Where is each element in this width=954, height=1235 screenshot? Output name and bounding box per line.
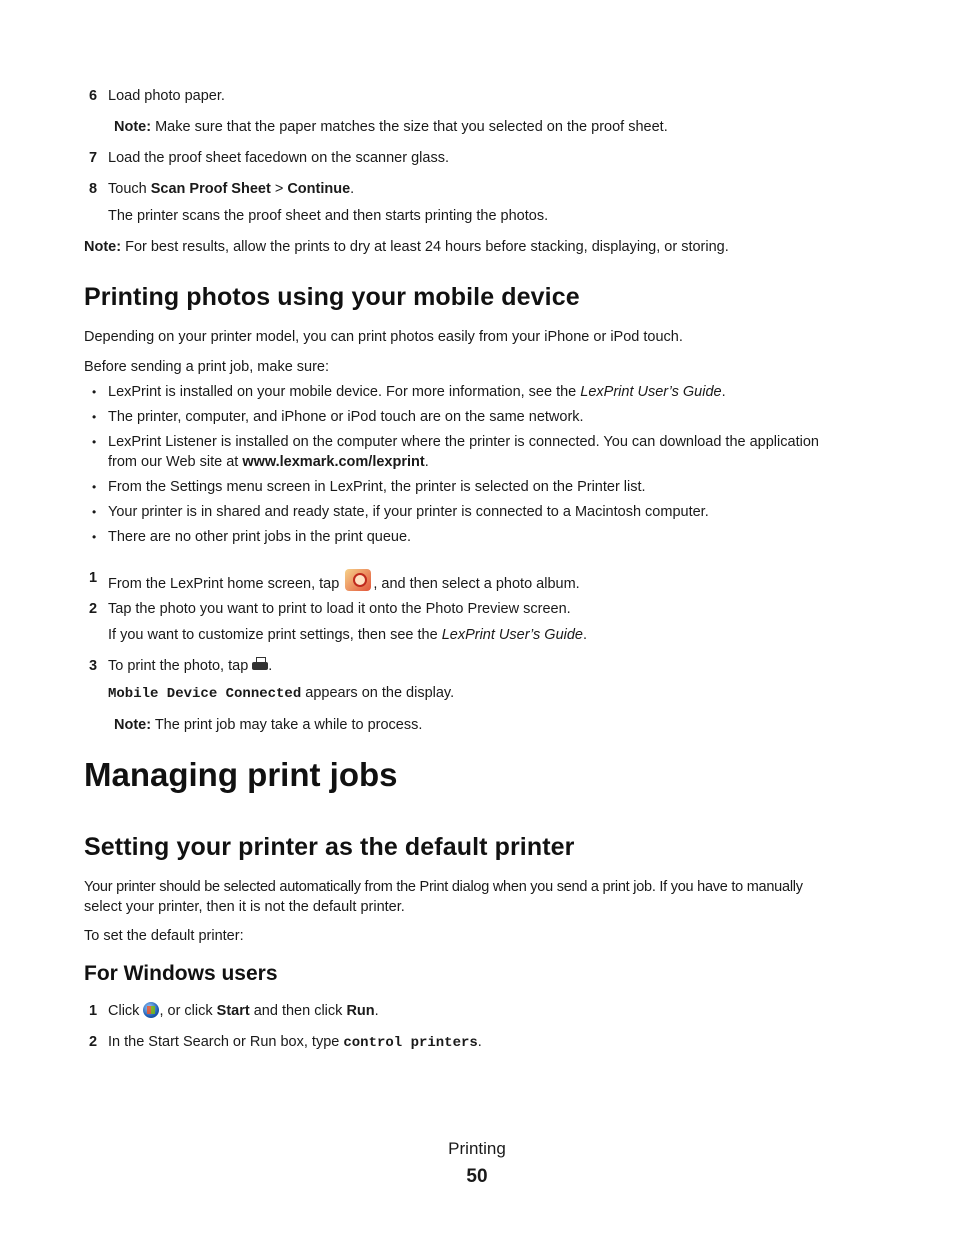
step-text-pre: In the Start Search or Run box, type [108,1034,344,1050]
step-number: 6 [89,88,98,104]
website-link[interactable]: www.lexmark.com/lexprint [242,454,425,470]
step-text-mid: and then click [249,1003,347,1019]
step-text [108,657,272,675]
step-subtext [108,684,454,703]
list-item: The printer, computer, and iPhone or iPod touch are on the same network. [108,409,584,425]
step-text: Tap the photo you want to print to load it onto the Photo Preview screen. [108,601,571,617]
separator: > [270,181,288,197]
step-text-pre: Touch [108,181,151,197]
list-item-text: from our Web site at [108,454,243,470]
list-item: From the Settings menu screen in LexPrint, the printer is selected on the Printer list. [108,479,646,495]
period: . [268,658,273,674]
step-number: 2 [89,601,98,617]
step-number: 7 [89,150,98,166]
step-text: Load the proof sheet facedown on the scanner glass. [108,150,449,166]
note [114,118,668,136]
step-subtext-pre: If you want to customize print settings, then see the [108,627,442,643]
paragraph: Your printer should be selected automatically from the Print dialog when you send a print job. If you have to manually [84,879,803,895]
period: . [583,627,588,643]
step-text-mid: , or click [159,1003,217,1019]
general-note [84,238,729,256]
section-heading-default-printer: Setting your printer as the default printer [84,833,575,861]
step-text-pre: From the LexPrint home screen, tap [108,576,344,592]
step-text-post: , and then select a photo album. [373,576,580,592]
guide-title: LexPrint User’s Guide [580,384,722,400]
period: . [424,454,429,470]
start-label: Start [216,1003,250,1019]
note-text: Make sure that the paper matches the size that you selected on the proof sheet. [151,119,668,135]
bullet: • [92,385,97,399]
bullet: • [92,435,97,449]
step-text-pre: Click [108,1003,144,1019]
paragraph: Depending on your printer model, you can print photos easily from your iPhone or iPod touch. [84,329,683,345]
step-number: 1 [89,570,98,586]
list-item: There are no other print jobs in the print queue. [108,529,412,545]
note-text: The print job may take a while to process. [151,717,423,733]
step-text [108,1002,379,1020]
step-text [108,180,354,198]
subsection-heading-windows: For Windows users [84,962,278,985]
step-text [108,1033,482,1052]
page-number: 50 [466,1166,488,1187]
footer-section: Printing [448,1139,506,1158]
step-subtext [108,626,587,644]
period: . [477,1034,482,1050]
paragraph: Before sending a print job, make sure: [84,359,330,375]
continue-label: Continue [287,181,351,197]
paragraph: select your printer, then it is not the default printer. [84,899,405,915]
step-number: 3 [89,658,98,674]
note-text: For best results, allow the prints to dry at least 24 hours before stacking, displaying, or storing. [121,239,729,255]
command-text: control printers [343,1035,478,1051]
chapter-heading: Managing print jobs [84,756,398,793]
list-item-text: LexPrint is installed on your mobile device. For more information, see the [108,384,581,400]
scan-proof-sheet-label: Scan Proof Sheet [150,181,271,197]
step-number: 1 [89,1003,98,1019]
list-item: Your printer is in shared and ready state, if your printer is connected to a Macintosh computer. [108,504,709,520]
list-item: LexPrint Listener is installed on the computer where the printer is connected. You can download the application [108,434,819,450]
step-subtext-post: appears on the display. [301,685,455,701]
step-number: 8 [89,181,98,197]
guide-title: LexPrint User’s Guide [441,627,583,643]
bullet: • [92,480,97,494]
period: . [374,1003,379,1019]
paragraph: To set the default printer: [84,928,244,944]
bullet: • [92,505,97,519]
step-subtext: The printer scans the proof sheet and then starts printing the photos. [108,208,549,224]
step-text [108,569,580,593]
display-message: Mobile Device Connected [108,686,302,702]
list-item [108,383,726,401]
photos-app-icon [345,569,371,591]
print-icon [252,657,268,672]
run-label: Run [346,1003,375,1019]
note-label: Note: [84,239,122,255]
step-number: 2 [89,1034,98,1050]
step-text: Load photo paper. [108,88,225,104]
note-label: Note: [114,717,152,733]
bullet: • [92,530,97,544]
list-item-continued [108,453,429,471]
note-label: Note: [114,119,152,135]
bullet: • [92,410,97,424]
section-heading-mobile: Printing photos using your mobile device [84,283,580,311]
step-text-pre: To print the photo, tap [108,658,253,674]
period: . [721,384,726,400]
windows-start-icon [143,1002,159,1018]
note [114,716,422,734]
period: . [350,181,355,197]
